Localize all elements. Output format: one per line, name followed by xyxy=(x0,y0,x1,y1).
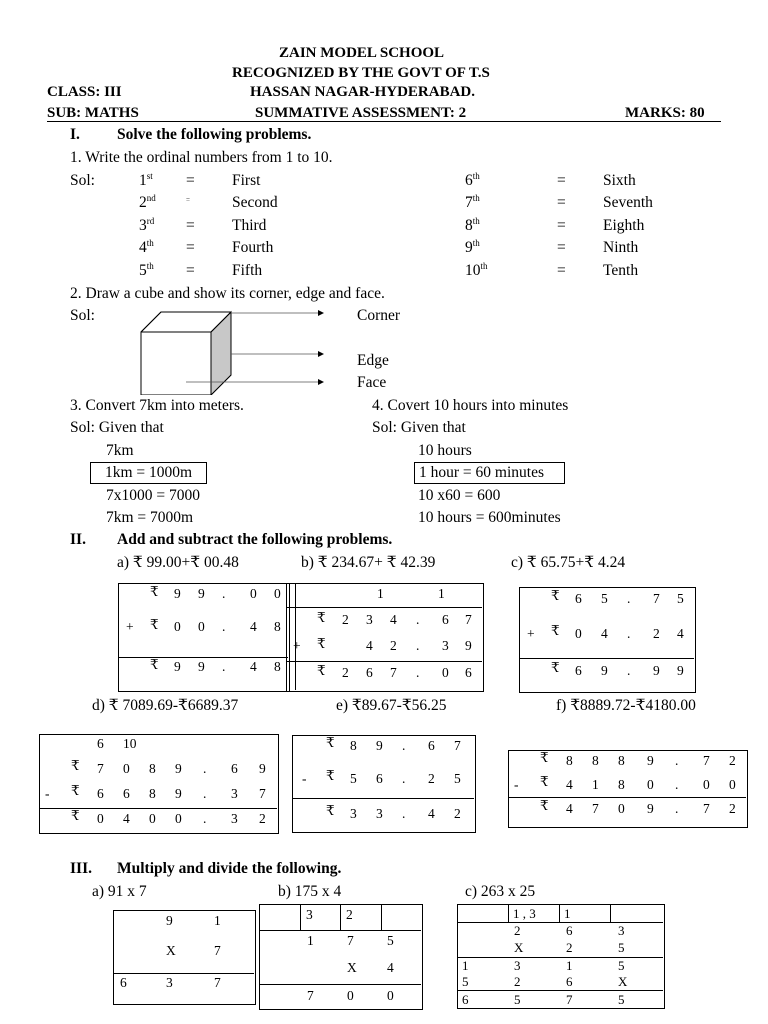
rupee-symbol: ₹ xyxy=(551,660,560,675)
digit: 8 xyxy=(149,786,156,801)
digit: . xyxy=(203,761,207,776)
rupee-symbol: ₹ xyxy=(71,783,80,798)
digit: . xyxy=(416,612,420,627)
digit: . xyxy=(627,591,631,606)
equals-sign: = xyxy=(186,172,195,189)
digit: 5 xyxy=(387,933,394,948)
multiplication-box-b xyxy=(259,904,423,1010)
digit: 3 xyxy=(231,811,238,826)
digit: 9 xyxy=(175,786,182,801)
q3-sol-line: 7x1000 = 7000 xyxy=(106,487,200,504)
digit: 4 xyxy=(123,811,130,826)
rupee-symbol: ₹ xyxy=(551,588,560,603)
ordinal-word: Ninth xyxy=(603,239,639,256)
product-line xyxy=(259,984,421,985)
digit: 7 xyxy=(214,975,221,990)
rupee-symbol: ₹ xyxy=(71,758,80,773)
digit: 9 xyxy=(677,663,684,678)
digit: 4 xyxy=(677,626,684,641)
digit: 4 xyxy=(387,960,394,975)
digit: 2 xyxy=(729,753,736,768)
digit: 8 xyxy=(618,753,625,768)
digit: 2 xyxy=(729,801,736,816)
ordinal-number: 2nd xyxy=(139,193,156,211)
digit: 6 xyxy=(120,975,127,990)
digit: 6 xyxy=(123,786,130,801)
digit: . xyxy=(203,786,207,801)
digit: 5 xyxy=(618,958,625,973)
product-line xyxy=(457,990,663,991)
times-sign: X xyxy=(166,943,176,958)
digit: 2 xyxy=(514,923,521,938)
ordinal-word: Tenth xyxy=(603,262,639,279)
rupee-symbol: ₹ xyxy=(317,663,326,678)
problem-a: a) ₹ 99.00+₹ 00.48 xyxy=(117,554,239,571)
digit: 0 xyxy=(347,988,354,1003)
digit: 5 xyxy=(601,591,608,606)
multiplication-box-a xyxy=(113,910,256,1005)
q3-sol-line: Sol: Given that xyxy=(70,419,164,436)
digit: 0 xyxy=(149,811,156,826)
digit: 6 xyxy=(231,761,238,776)
operator: + xyxy=(527,626,535,641)
digit: 7 xyxy=(454,738,461,753)
digit: 3 xyxy=(366,612,373,627)
digit: 6 xyxy=(97,786,104,801)
digit: 6 xyxy=(442,612,449,627)
carry-digit: 1 xyxy=(564,906,571,921)
q3-sol-line: 7km = 7000m xyxy=(106,509,194,526)
digit: 2 xyxy=(342,665,349,680)
digit: 7 xyxy=(259,786,266,801)
digit: 1 xyxy=(592,777,599,792)
digit: 3 xyxy=(166,975,173,990)
digit: 0 xyxy=(250,586,257,601)
digit: 0 xyxy=(274,586,281,601)
digit: 9 xyxy=(653,663,660,678)
digit: 0 xyxy=(703,777,710,792)
digit: 2 xyxy=(514,974,521,989)
rupee-symbol: ₹ xyxy=(540,774,549,789)
digit: 9 xyxy=(198,659,205,674)
equals-sign: = xyxy=(186,262,195,279)
operator: - xyxy=(302,771,307,786)
ordinal-word: Sixth xyxy=(603,172,636,189)
digit: 7 xyxy=(97,761,104,776)
digit: 9 xyxy=(166,913,173,928)
q4-sol-line: 10 x60 = 600 xyxy=(418,487,501,504)
marks-label: MARKS: 80 xyxy=(625,105,705,121)
digit: 7 xyxy=(307,988,314,1003)
q4-sol-line: Sol: Given that xyxy=(372,419,466,436)
ordinal-number: 8th xyxy=(465,216,480,234)
borrow-digit: 6 xyxy=(97,736,104,751)
ordinal-number: 4th xyxy=(139,238,154,256)
school-name: ZAIN MODEL SCHOOL xyxy=(279,45,445,61)
digit: 2 xyxy=(454,806,461,821)
carry-line xyxy=(286,607,482,608)
rupee-symbol: ₹ xyxy=(326,768,335,783)
header-underline xyxy=(47,121,721,122)
digit: 7 xyxy=(653,591,660,606)
digit: 4 xyxy=(601,626,608,641)
digit: 3 xyxy=(231,786,238,801)
digit: 5 xyxy=(454,771,461,786)
question-3: 3. Convert 7km into meters. xyxy=(70,397,244,414)
carry-line xyxy=(259,930,421,931)
carry-divider xyxy=(300,904,301,930)
recognition-line: RECOGNIZED BY THE GOVT OF T.S xyxy=(232,65,490,81)
class-label: CLASS: III xyxy=(47,84,122,100)
product-line xyxy=(113,973,254,974)
digit: . xyxy=(675,753,679,768)
ordinal-word: Seventh xyxy=(603,194,653,211)
digit: 5 xyxy=(677,591,684,606)
q3-sol-line: 7km xyxy=(106,442,134,459)
digit: 9 xyxy=(465,638,472,653)
ordinal-word: Fourth xyxy=(232,239,274,256)
carry-divider xyxy=(340,904,341,930)
rupee-symbol: ₹ xyxy=(551,623,560,638)
digit: . xyxy=(402,771,406,786)
digit: 3 xyxy=(618,923,625,938)
problem-multiply-a: a) 91 x 7 xyxy=(92,883,147,900)
ordinal-number: 7th xyxy=(465,193,480,211)
equals-sign: = xyxy=(557,194,566,211)
operator: - xyxy=(45,786,50,801)
face-label: Face xyxy=(357,374,387,391)
carry-divider xyxy=(610,904,611,922)
times-sign: X xyxy=(347,960,357,975)
carry-digit: 1 , 3 xyxy=(513,906,536,921)
digit: 8 xyxy=(274,619,281,634)
rupee-symbol: ₹ xyxy=(540,750,549,765)
digit: 9 xyxy=(175,761,182,776)
ordinal-number: 3rd xyxy=(139,216,155,234)
digit: 2 xyxy=(566,940,573,955)
digit: 7 xyxy=(347,933,354,948)
digit: 0 xyxy=(174,619,181,634)
sum-line xyxy=(118,657,288,658)
subtraction-box-e xyxy=(292,735,476,833)
digit: 9 xyxy=(174,586,181,601)
question-4: 4. Covert 10 hours into minutes xyxy=(372,397,569,414)
problem-f: f) ₹8889.72-₹4180.00 xyxy=(556,697,696,714)
digit: 0 xyxy=(198,619,205,634)
digit: 7 xyxy=(214,943,221,958)
digit: 6 xyxy=(575,663,582,678)
digit: 0 xyxy=(442,665,449,680)
q4-sol-line: 10 hours = 600minutes xyxy=(418,509,561,526)
digit: 0 xyxy=(647,777,654,792)
carry-divider xyxy=(559,904,560,922)
digit: 7 xyxy=(465,612,472,627)
problem-multiply-c: c) 263 x 25 xyxy=(465,883,536,900)
digit: 4 xyxy=(390,612,397,627)
section-2-title: Add and subtract the following problems. xyxy=(117,531,393,548)
digit: 2 xyxy=(390,638,397,653)
digit: . xyxy=(627,663,631,678)
digit: 6 xyxy=(376,771,383,786)
digit: . xyxy=(222,586,226,601)
section-1-number: I. xyxy=(70,126,80,143)
digit: 0 xyxy=(575,626,582,641)
edge-label: Edge xyxy=(357,352,389,369)
equals-sign: = xyxy=(557,262,566,279)
digit: 8 xyxy=(149,761,156,776)
subject-label: SUB: MATHS xyxy=(47,105,139,121)
digit: 6 xyxy=(566,923,573,938)
rupee-symbol: ₹ xyxy=(150,617,159,632)
ordinal-word: Second xyxy=(232,194,278,211)
problem-b: b) ₹ 234.67+ ₹ 42.39 xyxy=(301,554,436,571)
operator: - xyxy=(514,777,519,792)
digit: . xyxy=(416,665,420,680)
digit: 6 xyxy=(566,974,573,989)
carry-divider xyxy=(381,904,382,930)
digit: 4 xyxy=(428,806,435,821)
rupee-symbol: ₹ xyxy=(326,735,335,750)
digit: 0 xyxy=(618,801,625,816)
digit: . xyxy=(222,659,226,674)
ordinal-word: Fifth xyxy=(232,262,263,279)
ordinal-word: Eighth xyxy=(603,217,645,234)
digit: 1 xyxy=(462,958,469,973)
carry-line xyxy=(457,922,663,923)
digit: 6 xyxy=(575,591,582,606)
digit: . xyxy=(675,801,679,816)
digit: . xyxy=(675,777,679,792)
rupee-symbol: ₹ xyxy=(71,808,80,823)
digit: 0 xyxy=(175,811,182,826)
digit: . xyxy=(627,626,631,641)
digit: 0 xyxy=(97,811,104,826)
q4-sol-line: 10 hours xyxy=(418,442,472,459)
ordinal-number: 9th xyxy=(465,238,480,256)
borrow-digit: 10 xyxy=(123,736,137,751)
question-2: 2. Draw a cube and show its corner, edge and face. xyxy=(70,285,385,302)
equals-sign: = xyxy=(557,239,566,256)
ordinal-number: 1st xyxy=(139,171,153,189)
digit: . xyxy=(222,619,226,634)
box-divider xyxy=(295,583,296,690)
digit: 4 xyxy=(250,659,257,674)
digit: 7 xyxy=(703,801,710,816)
question-1: 1. Write the ordinal numbers from 1 to 10. xyxy=(70,149,333,166)
digit: 5 xyxy=(514,992,521,1007)
rupee-symbol: ₹ xyxy=(540,798,549,813)
section-3-number: III. xyxy=(70,860,92,877)
digit: 3 xyxy=(350,806,357,821)
digit: 7 xyxy=(703,753,710,768)
digit: 2 xyxy=(653,626,660,641)
q4-boxed-fact: 1 hour = 60 minutes xyxy=(414,462,565,484)
operator: + xyxy=(126,619,134,634)
ordinal-word: Third xyxy=(232,217,267,234)
digit: 4 xyxy=(250,619,257,634)
digit: 1 xyxy=(307,933,314,948)
digit: 9 xyxy=(259,761,266,776)
digit: 7 xyxy=(566,992,573,1007)
digit: 2 xyxy=(428,771,435,786)
digit: 6 xyxy=(462,992,469,1007)
digit: 2 xyxy=(259,811,266,826)
digit: 7 xyxy=(592,801,599,816)
digit: . xyxy=(416,638,420,653)
digit: 9 xyxy=(198,586,205,601)
times-sign: X xyxy=(514,940,524,955)
digit: 4 xyxy=(566,801,573,816)
digit: 9 xyxy=(647,801,654,816)
equals-sign: = xyxy=(186,239,195,256)
digit: 0 xyxy=(123,761,130,776)
digit: 9 xyxy=(174,659,181,674)
digit: 5 xyxy=(618,992,625,1007)
digit: 2 xyxy=(342,612,349,627)
equals-sign: = xyxy=(557,217,566,234)
carry-digit: 3 xyxy=(306,907,313,922)
carry-divider xyxy=(508,904,509,922)
difference-line xyxy=(292,798,474,799)
operator: + xyxy=(293,638,301,653)
digit: 3 xyxy=(442,638,449,653)
digit: 9 xyxy=(376,738,383,753)
rupee-symbol: ₹ xyxy=(326,803,335,818)
digit: 9 xyxy=(647,753,654,768)
equals-sign: = xyxy=(557,172,566,189)
sol-label: Sol: xyxy=(70,307,95,324)
cube-diagram xyxy=(138,305,338,395)
carry-digit: 1 xyxy=(438,586,445,601)
digit: 9 xyxy=(601,663,608,678)
digit: 0 xyxy=(729,777,736,792)
carry-digit: 2 xyxy=(346,907,353,922)
ordinal-number: 6th xyxy=(465,171,480,189)
carry-digit: 1 xyxy=(377,586,384,601)
corner-label: Corner xyxy=(357,307,401,324)
digit: 5 xyxy=(618,940,625,955)
digit: 5 xyxy=(350,771,357,786)
placeholder-x: X xyxy=(618,974,628,989)
digit: . xyxy=(402,806,406,821)
digit: 4 xyxy=(366,638,373,653)
digit: 8 xyxy=(350,738,357,753)
digit: 5 xyxy=(462,974,469,989)
rupee-symbol: ₹ xyxy=(150,584,159,599)
problem-e: e) ₹89.67-₹56.25 xyxy=(336,697,447,714)
digit: 3 xyxy=(514,958,521,973)
problem-d: d) ₹ 7089.69-₹6689.37 xyxy=(92,697,239,714)
rupee-symbol: ₹ xyxy=(150,657,159,672)
section-2-number: II. xyxy=(70,531,86,548)
rupee-symbol: ₹ xyxy=(317,610,326,625)
digit: 6 xyxy=(428,738,435,753)
digit: 3 xyxy=(376,806,383,821)
digit: 4 xyxy=(566,777,573,792)
assessment-title: SUMMATIVE ASSESSMENT: 2 xyxy=(255,105,467,121)
digit: 0 xyxy=(387,988,394,1003)
rupee-symbol: ₹ xyxy=(317,636,326,651)
problem-c: c) ₹ 65.75+₹ 4.24 xyxy=(511,554,626,571)
sol-label: Sol: xyxy=(70,172,95,189)
digit: . xyxy=(203,811,207,826)
digit: 8 xyxy=(592,753,599,768)
addition-box-b xyxy=(286,583,484,692)
school-address: HASSAN NAGAR-HYDERABAD. xyxy=(250,84,476,100)
equals-sign: = xyxy=(186,217,195,234)
ordinal-number: 10th xyxy=(465,261,488,279)
section-1-title: Solve the following problems. xyxy=(117,126,312,143)
ordinal-number: 5th xyxy=(139,261,154,279)
digit: 8 xyxy=(566,753,573,768)
problem-multiply-b: b) 175 x 4 xyxy=(278,883,342,900)
digit: 6 xyxy=(366,665,373,680)
equals-sign: = xyxy=(186,196,190,204)
digit: 8 xyxy=(618,777,625,792)
digit: 1 xyxy=(566,958,573,973)
digit: 1 xyxy=(214,913,221,928)
partial-line xyxy=(457,957,663,958)
section-3-title: Multiply and divide the following. xyxy=(117,860,342,877)
digit: 7 xyxy=(390,665,397,680)
q3-boxed-fact: 1km = 1000m xyxy=(90,462,207,484)
digit: . xyxy=(402,738,406,753)
sum-line xyxy=(519,658,694,659)
digit: 8 xyxy=(274,659,281,674)
ordinal-word: First xyxy=(232,172,261,189)
digit: 6 xyxy=(465,665,472,680)
sum-line xyxy=(286,661,482,662)
